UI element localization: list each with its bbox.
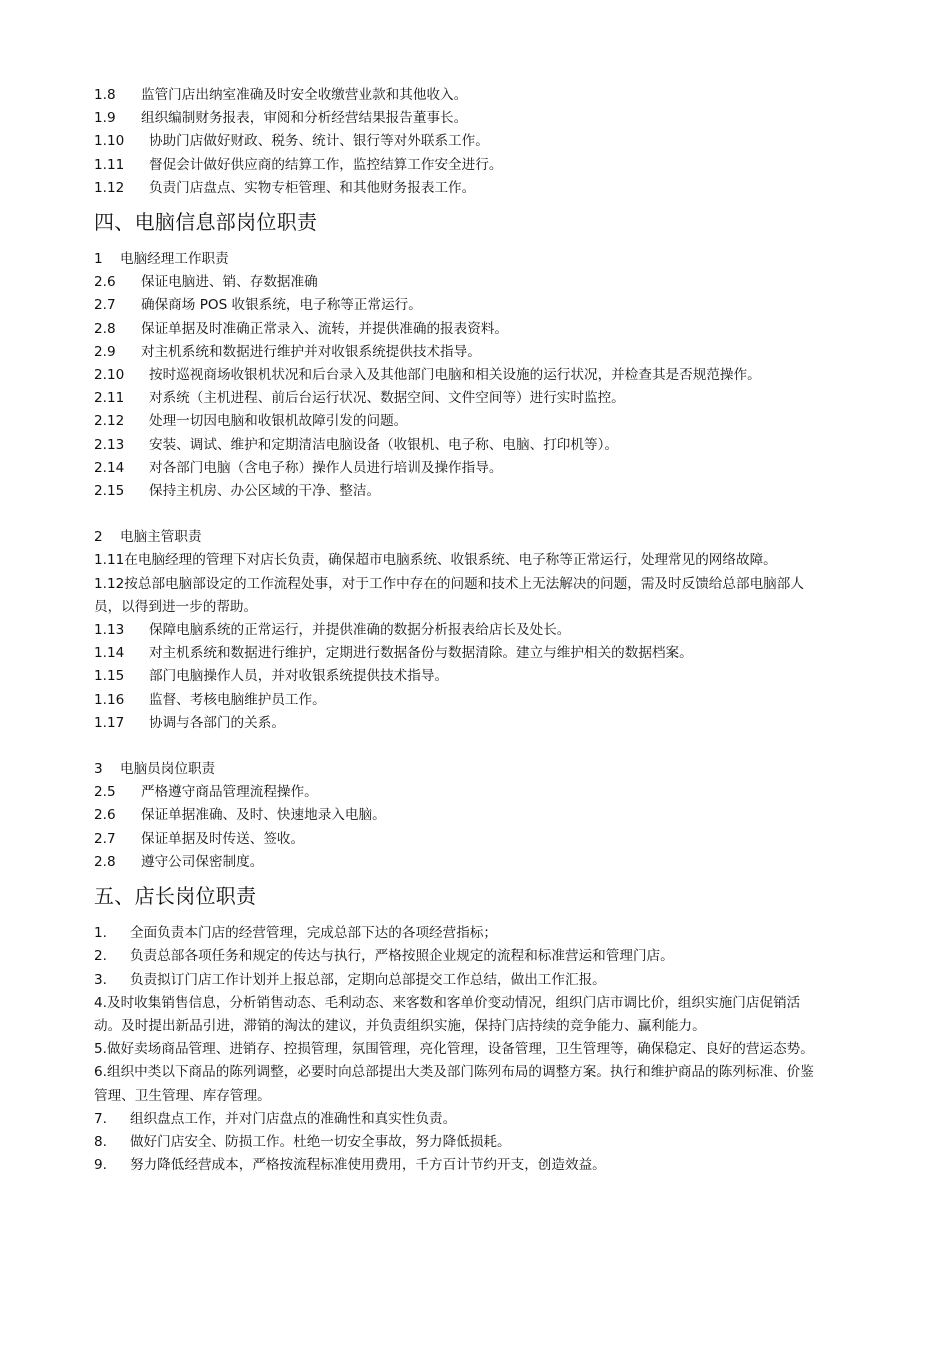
list-item: 2.14 对各部门电脑（含电子称）操作人员进行培训及操作指导。 — [94, 459, 503, 476]
list-item: 1.14 对主机系统和数据进行维护，定期进行数据备份与数据清除。建立与维护相关的数据档案。 — [94, 645, 693, 662]
list-item: 1.11 督促会计做好供应商的结算工作，监控结算工作安全进行。 — [94, 156, 503, 173]
list-item: 5.做好卖场商品管理、进销存、控损管理，氛围管理，亮化管理，设备管理，卫生管理等，确保稳定、良好的营运态势。 — [94, 1041, 814, 1058]
list-item: 1.11在电脑经理的管理下对店长负责，确保超市电脑系统、收银系统、电子称等正常运行，处理常见的网络故障。 — [94, 552, 777, 569]
store-manager-duties-list — [94, 922, 824, 1177]
list-item: 2.10 按时巡视商场收银机状况和后台录入及其他部门电脑和相关设施的运行状况，并检查其是否规范操作。 — [94, 367, 761, 384]
spacer — [94, 503, 824, 526]
list-item: 1.16 监督、考核电脑维护员工作。 — [94, 691, 326, 708]
list-item: 1.12按总部电脑部设定的工作流程处事，对于工作中存在的问题和技术上无法解决的问题，需及时反馈给总部电脑部人员，以得到进一步的帮助。 — [94, 575, 804, 615]
it-clerk-block — [94, 758, 824, 874]
list-item: 2. 负责总部各项任务和规定的传达与执行，严格按照企业规定的流程和标准营运和管理门店。 — [94, 948, 674, 965]
list-item: 2.13 安装、调试、维护和定期清洁电脑设备（收银机、电子称、电脑、打印机等）。 — [94, 436, 618, 453]
list-item: 2.7 保证单据及时传送、签收。 — [94, 830, 305, 847]
list-item: 1.15 部门电脑操作人员，并对收银系统提供技术指导。 — [94, 668, 449, 685]
document-page — [94, 84, 824, 1177]
list-item: 3. 负责拟订门店工作计划并上报总部，定期向总部提交工作总结，做出工作汇报。 — [94, 971, 606, 988]
list-item: 7. 组织盘点工作，并对门店盘点的准确性和真实性负责。 — [94, 1110, 457, 1127]
list-item: 8. 做好门店安全、防损工作。杜绝一切安全事故，努力降低损耗。 — [94, 1133, 511, 1150]
list-item: 1.17 协调与各部门的关系。 — [94, 714, 285, 731]
list-item: 2.6 保证单据准确、及时、快速地录入电脑。 — [94, 807, 386, 824]
list-item: 9. 努力降低经营成本，严格按流程标准使用费用，千方百计节约开支，创造效益。 — [94, 1157, 606, 1174]
it-manager-block — [94, 248, 824, 503]
list-item: 2.6 保证电脑进、销、存数据准确 — [94, 274, 318, 291]
it-supervisor-block — [94, 526, 824, 735]
finance-duties-list — [94, 84, 824, 200]
list-item: 2.12 处理一切因电脑和收银机故障引发的问题。 — [94, 413, 408, 430]
list-item: 1.9 组织编制财务报表，审阅和分析经营结果报告董事长。 — [94, 110, 468, 127]
list-item: 2.8 遵守公司保密制度。 — [94, 853, 264, 870]
list-item: 2.8 保证单据及时准确正常录入、流转，并提供准确的报表资料。 — [94, 320, 509, 337]
subsection-title: 2 电脑主管职责 — [94, 529, 202, 546]
list-item: 6.组织中类以下商品的陈列调整，必要时向总部提出大类及部门陈列布局的调整方案。执行和维护商品的陈列标准、价鉴管理、卫生管理、库存管理。 — [94, 1064, 814, 1104]
section-heading-it: 四、电脑信息部岗位职责 — [94, 210, 318, 235]
list-item: 4.及时收集销售信息，分析销售动态、毛利动态、来客数和客单价变动情况，组织门店市调比价，组织实施门店促销活动。及时提出新品引进，滞销的淘汰的建议，并负责组织实施，保持门店持续的竞争能力、赢利能力。 — [94, 994, 801, 1034]
list-item: 1.8 监管门店出纳室准确及时安全收缴营业款和其他收入。 — [94, 87, 468, 103]
subsection-title: 3 电脑员岗位职责 — [94, 761, 216, 778]
list-item: 2.15 保持主机房、办公区域的干净、整洁。 — [94, 483, 381, 500]
list-item: 1.12 负责门店盘点、实物专柜管理、和其他财务报表工作。 — [94, 179, 476, 196]
list-item: 2.7 确保商场 POS 收银系统，电子称等正常运行。 — [94, 297, 422, 314]
list-item: 1. 全面负责本门店的经营管理，完成总部下达的各项经营指标； — [94, 925, 498, 942]
subsection-title: 1 电脑经理工作职责 — [94, 251, 229, 268]
list-item: 1.10 协助门店做好财政、税务、统计、银行等对外联系工作。 — [94, 133, 489, 150]
list-item: 2.9 对主机系统和数据进行维护并对收银系统提供技术指导。 — [94, 343, 481, 360]
section-heading-store-manager: 五、店长岗位职责 — [94, 884, 257, 909]
list-item: 2.11 对系统（主机进程、前后台运行状况、数据空间、文件空间等）进行实时监控。 — [94, 390, 625, 407]
list-item: 1.13 保障电脑系统的正常运行，并提供准确的数据分析报表给店长及处长。 — [94, 622, 571, 639]
list-item: 2.5 严格遵守商品管理流程操作。 — [94, 784, 318, 801]
spacer — [94, 735, 824, 758]
